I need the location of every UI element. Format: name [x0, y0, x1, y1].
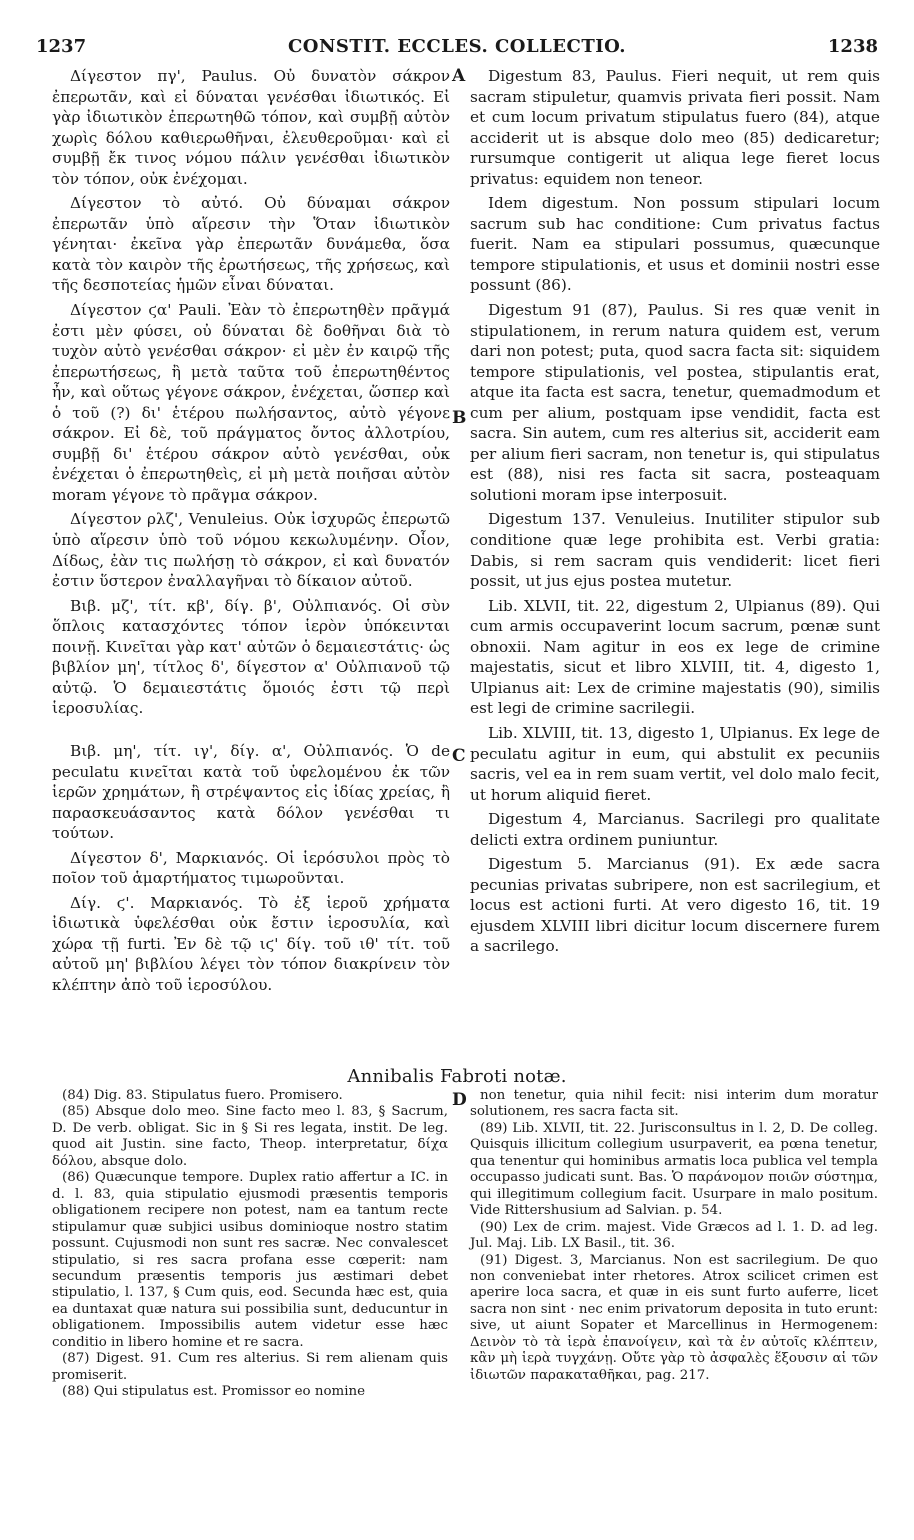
greek-paragraph: Βιβ. μζ', τίτ. κβ', δίγ. β', Οὐλπιανός. Οἱ σὺν ὅπλοις κατασχόντες τόπον ἱερὸν ὑπόκεινται ποινῇ. Κινεῖται γὰρ κατ' αὐτῶν ὁ δεμαιεστάτις· ὡς βιβλίον μη', τίτλος δ', δίγεστον α' Οὐλπιανοῦ τῷ αὐτῷ. Ὁ δεμαιεστάτις ὅμοιός ἐστι τῷ περὶ ἱεροσυλίας.	[52, 596, 450, 718]
latin-paragraph: Idem digestum. Non possum stipulari locum sacrum sub hac conditione: Cum privatus factus fuerit. Nam ea stipulari possumus, quæcunque tempore stipulationis, et usus et dominii nostri esse possunt (86).	[470, 194, 880, 295]
section-marker-b: B	[452, 408, 467, 428]
greek-paragraph: Δίγ. ϛ'. Μαρκιανός. Τὸ ἐξ ἱεροῦ χρήματα ἰδιωτικὰ ὑφελέσθαι οὐκ ἔστιν ἱεροσυλία, καὶ χώρα τῇ furti. Ἐν δὲ τῷ ιϛ' δίγ. τοῦ ιθ' τίτ. τοῦ αὐτοῦ μη' βιβλίου λέγει τὸν τόπον διακρίνειν τὸν κλέπτην ἀπὸ τοῦ ἱεροσύλου.	[52, 893, 450, 994]
latin-paragraph: Digestum 4, Marcianus. Sacrilegi pro qualitate delicti extra ordinem puniuntur.	[470, 810, 880, 849]
latin-paragraph: Lib. XLVIII, tit. 13, digesto 1, Ulpianus. Ex lege de peculatu agitur in eum, qui abstulit ex pecuniis sacris, vel ea in rem suam vertit, vel dolo malo fecit, ut horum aliquid fieret.	[470, 723, 880, 804]
footnote: (87) Digest. 91. Cum res alterius. Si rem alienam quis promiserit.	[52, 1351, 448, 1383]
footnote: (84) Dig. 83. Stipulatus fuero. Promisero.	[62, 1088, 343, 1103]
footnote: (89) Lib. XLVII, tit. 22. Jurisconsultus in l. 2, D. De colleg. Quisquis illicitum collegium usurpaverit, ea pœna tenetur, qua tenentur qui hominibus armatis loca publica vel templa occupasso judicati sunt. Bas. Ὁ παράνομον ποιῶν σύστημα, qui illegitimum collegium facit. Usurpare in malo positum. Vide Rittershusium ad Salvian. p. 54.	[470, 1120, 878, 1219]
footnote: (85) Absque dolo meo. Sine facto meo l. 83, § Sacrum, D. De verb. obligat. Sic in § Si res legata, instit. De leg. quod ait Justin. sine facto, Theop. interpretatur, δίχα δόλου, absque dolo.	[52, 1104, 448, 1169]
page-number-left: 1237	[36, 36, 87, 57]
notes-right-column	[470, 1088, 878, 1384]
running-head	[36, 36, 878, 60]
greek-paragraph: Δίγεστον πγ', Paulus. Οὐ δυνατὸν σάκρον ἐπερωτᾶν, καὶ εἰ δύναται γενέσθαι ἰδιωτικός. Εἰ γὰρ ἰδιωτικὸν ἐπερωτηθῶ τόπον, καὶ συμβῇ αὐτὸν χωρὶς δόλου καθιερωθῆναι, ἐλευθεροῦμαι· καὶ εἰ συμβῇ ἔκ τινος νόμου πάλιν γενέσθαι ἰδιωτικὸν τὸν τόπον, οὐκ ἐνέχομαι.	[52, 67, 450, 188]
footnote: (86) Quæcunque tempore. Duplex ratio affertur a IC. in d. l. 83, quia stipulatio ejusmodi præsentis temporis obligationem recipere non potest, nam ea tantum recte stipulamur quæ subjici usibus dominioque nostro statim possunt. Cujusmodi non sunt res sacræ. Nec convalescet stipulatio, si res sacra profana esse cœperit: nam secundum præsentis temporis jus æstimari debet stipulatio, l. 137, § Cum quis, eod. Secunda hæc est, quia ea duntaxat quæ natura sui possibilia sunt, deducuntur in obligationem. Impossibilis autem videtur esse hæc conditio in libero homine et re sacra.	[52, 1170, 448, 1350]
greek-paragraph: Βιβ. μη', τίτ. ιγ', δίγ. α', Οὐλπιανός. Ὁ de peculatu κινεῖται κατὰ τοῦ ὑφελομένου ἐκ τῶν ἱερῶν χρημάτων, ἢ στρέψαντος εἰς ἰδίας χρείας, ἢ παρασκευάσαντος κατὰ δόλον γενέσθαι τι τούτων.	[52, 741, 450, 843]
greek-paragraph: Δίγεστον ϛα' Pauli. Ἐὰν τὸ ἐπερωτηθὲν πρᾶγμά ἐστι μὲν φύσει, οὐ δύναται δὲ δοθῆναι διὰ τὸ τυχὸν αὐτὸ γενέσθαι σάκρον· εἰ μὲν ἐν καιρῷ τῆς ἐπερωτήσεως, ἢ μετὰ ταῦτα τοῦ ἐπερωτηθέντος ἦν, καὶ οὕτως γέγονε σάκρον, ἐνέχεται, ὥσπερ καὶ ὁ τοῦ (?) δι' ἑτέρου πωλήσαντος, αὐτὸ γέγονε σάκρον. Εἰ δὲ, τοῦ πράγματος ὄντος ἀλλοτρίου, συμβῇ δι' ἑτέρου σάκρον αὐτὸ γενέσθαι, οὐκ ἐνέχεται ὁ ἐπερωτηθεὶς, εἰ μὴ μετὰ ποιῆσαι αὐτὸν moram γέγονε τὸ πρᾶγμα σάκρον.	[52, 301, 450, 504]
notes-heading: Annibalis Fabroti notæ.	[347, 1066, 567, 1087]
notes-left-column	[52, 1088, 448, 1401]
latin-column	[470, 66, 880, 961]
greek-column	[52, 66, 450, 1000]
section-marker-d: D	[452, 1090, 467, 1110]
latin-paragraph: Digestum 83, Paulus. Fieri nequit, ut rem quis sacram stipuletur, quamvis privata fieri possit. Nam et cum locum privatum stipulatus fuero (84), atque acciderit ut is absque dolo meo (85) dedicaretur; rursumque contigerit ut aliqua lege fieret locus privatus: equidem non teneor.	[470, 67, 880, 188]
section-marker-a: A	[452, 66, 466, 86]
section-marker-c: C	[452, 746, 466, 766]
latin-paragraph: Digestum 5. Marcianus (91). Ex æde sacra pecunias privatas subripere, non est sacrilegium, et locus est actioni furti. At vero digesto 16, tit. 19 ejusdem XLVIII libri dicitur locum discernere furem a sacrilego.	[470, 855, 880, 956]
latin-paragraph: Digestum 137. Venuleius. Inutiliter stipulor sub conditione quæ lege prohibita est. Verbi gratia: Dabis, si rem sacram quis vendiderit: licet fieri possit, ut jus ejus postea mutetur.	[470, 510, 880, 591]
footnote: (91) Digest. 3, Marcianus. Non est sacrilegium. De quo non conveniebat inter rhetores. Atrox scilicet crimen est aperire loca sacra, et quæ in eis sunt furto auferre, licet sacra non sint · nec enim privatorum deposita in tuto erunt: sive, ut aiunt Sopater et Marcellinus in Hermogenem: Δεινὸν τὸ τὰ ἱερὰ ἐπανοίγειν, καὶ τὰ ἐν αὐτοῖς κλέπτειν, κἂν μὴ ἱερὰ τυγχάνῃ. Οὔτε γὰρ τὸ ἀσφαλὲς ἕξουσιν αἱ τῶν ἰδιωτῶν παρακαταθῆκαι, pag. 217.	[470, 1252, 878, 1383]
footnote: non tenetur, quia nihil fecit: nisi interim dum moratur solutionem, res sacra facta sit.	[470, 1088, 878, 1120]
footnote: (88) Qui stipulatus est. Promissor eo nomine	[62, 1384, 366, 1400]
greek-paragraph: Δίγεστον δ', Μαρκιανός. Οἱ ἱερόσυλοι πρὸς τὸ ποῖον τοῦ ἁμαρτήματος τιμωροῦνται.	[52, 848, 450, 888]
running-title: CONSTIT. ECCLES. COLLECTIO.	[287, 36, 627, 57]
greek-paragraph: Δίγεστον ρλζ', Venuleius. Οὐκ ἰσχυρῶς ἐπερωτῶ ὑπὸ αἵρεσιν ὑπὸ τοῦ νόμου κεκωλυμένην. Οἷον, Δίδως, ἐὰν τις πωλήσῃ τὸ σάκρον, εἰ καὶ δυνατόν ἐστιν ὕστερον ἐναλλαγῆναι τὸ δίκαιον αὐτοῦ.	[52, 510, 450, 591]
footnote: (90) Lex de crim. majest. Vide Græcos ad l. 1. D. ad leg. Jul. Maj. Lib. LX Basil., tit. 36.	[470, 1219, 878, 1252]
greek-paragraph: Δίγεστον τὸ αὐτό. Οὐ δύναμαι σάκρον ἐπερωτᾶν ὑπὸ αἵρεσιν τὴν Ὅταν ἰδιωτικὸν γένηται· ἐκεῖνα γὰρ ἐπερωτᾶν δυνάμεθα, ὅσα κατὰ τὸν καιρὸν τῆς ἐρωτήσεως, τῆς χρήσεως, καὶ τῆς δεσποτείας ἡμῶν εἶναι δύναται.	[52, 194, 450, 295]
page-number-right: 1238	[827, 36, 878, 57]
latin-paragraph: Digestum 91 (87), Paulus. Si res quæ venit in stipulationem, in rerum natura quidem est, verum dari non potest; puta, quod sacra facta sit: siquidem tempore stipulationis, vel postea, stipulantis erat, atque ita facta est sacra, tenetur, quemadmodum et cum per alium, postquam ipse vendidit, facta est sacra. Sin autem, cum res alterius sit, acciderit eam per alium fieri sacram, non tenetur is, qui stipulatus est (88), nisi res facta sit sacra, posteaquam solutioni moram ipse interposuit.	[470, 301, 880, 504]
latin-paragraph: Lib. XLVII, tit. 22, digestum 2, Ulpianus (89). Qui cum armis occupaverint locum sacrum, pœnæ sunt obnoxii. Nam agitur in eos ex lege de crimine majestatis, sicut et libro XLVIII, tit. 4, digesto 1, Ulpianus ait: Lex de crimine majestatis (90), similis est legi de crimine sacrilegii.	[470, 596, 880, 718]
